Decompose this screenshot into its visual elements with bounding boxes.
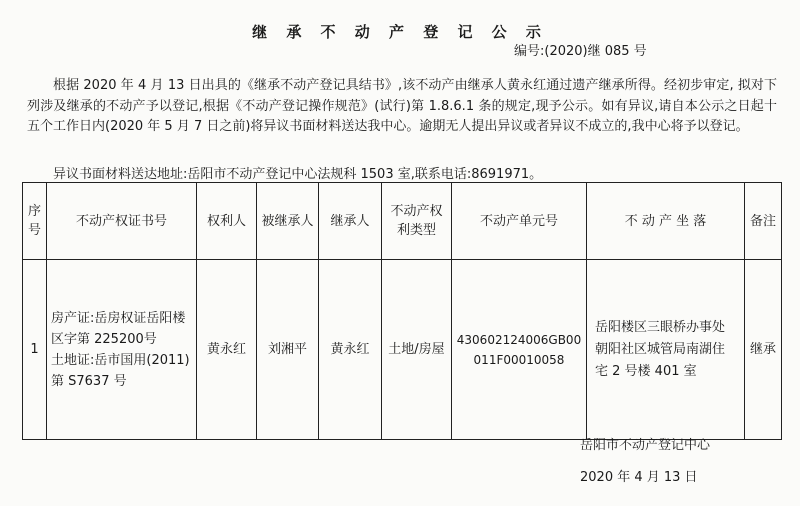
cell-seq: 1 [23, 260, 47, 440]
objection-address: 异议书面材料送达地址:岳阳市不动产登记中心法规科 1503 室,联系电话:8691971。 [53, 167, 543, 182]
notice-title: 继 承 不 动 产 登 记 公 示 [252, 23, 548, 41]
header-deceased: 被继承人 [257, 183, 319, 260]
property-table [22, 182, 782, 440]
header-unit-no: 不动产单元号 [452, 183, 587, 260]
notice-body: 根据 2020 年 4 月 13 日出具的《继承不动产登记具结书》,该不动产由继承人黄永红通过遗产继承所得。经初步审定, 拟对下列涉及继承的不动产予以登记,根据《不动产登记操作规范》(试行)第 1.8.6.1 条的规定,现予公示。如有异议,请自本公示之日起十五个工作日内(2020 年 5 月 7 日之前)将异议书面材料送达我中心。逾期无人提出异议或者异议不成立的,我中心将予以登记。 [27, 78, 777, 134]
table-header-row [23, 183, 782, 260]
cell-remark: 继承 [745, 260, 782, 440]
header-holder: 权利人 [197, 183, 257, 260]
header-heir: 继承人 [319, 183, 382, 260]
cell-unit-no: 430602124006GB00011F00010058 [452, 260, 587, 440]
header-seq: 序号 [23, 183, 47, 260]
header-right-type: 不动产权利类型 [382, 183, 452, 260]
header-remark: 备注 [745, 183, 782, 260]
cell-holder: 黄永红 [197, 260, 257, 440]
cell-deceased: 刘湘平 [257, 260, 319, 440]
cell-heir: 黄永红 [319, 260, 382, 440]
table-row [23, 260, 782, 440]
header-location: 不 动 产 坐 落 [587, 183, 745, 260]
cell-cert-no: 房产证:岳房权证岳阳楼区字第 225200号 土地证:岳市国用(2011)第 S7637 号 [47, 260, 197, 440]
header-cert-no: 不动产权证书号 [47, 183, 197, 260]
cell-right-type: 土地/房屋 [382, 260, 452, 440]
document-number: 编号:(2020)继 085 号 [514, 44, 647, 59]
cell-location: 岳阳楼区三眼桥办事处朝阳社区城管局南湖住宅 2 号楼 401 室 [587, 260, 745, 440]
issue-date: 2020 年 4 月 13 日 [580, 470, 698, 485]
issuing-authority: 岳阳市不动产登记中心 [580, 438, 711, 453]
